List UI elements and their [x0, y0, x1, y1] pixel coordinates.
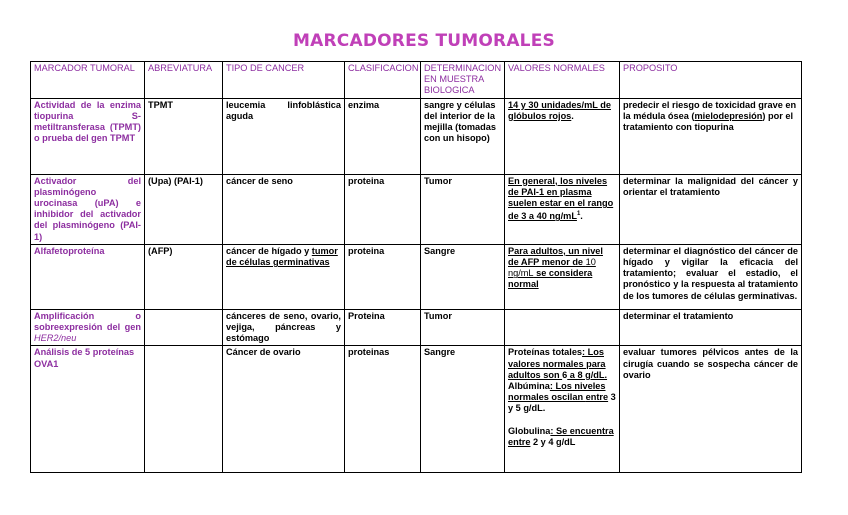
cell-valores	[505, 174, 620, 244]
header-clasificacion: CLASIFICACION	[345, 62, 421, 99]
cell-clasificacion: proteina	[345, 244, 421, 309]
valores-end: .	[571, 110, 574, 121]
header-muestra: DETERMINACION EN MUESTRA BIOLOGICA	[421, 62, 505, 99]
proteinas-totales-value: 6	[562, 369, 568, 380]
cell-abreviatura	[145, 346, 223, 473]
proteinas-totales-range: a 8 g/dL.	[567, 369, 608, 380]
cell-valores	[505, 346, 620, 473]
proposito-text-end: ) por el tratamiento con tiopurina	[623, 110, 794, 133]
proteinas-totales-text: : Los valores normales para adultos son	[508, 347, 606, 380]
valores-text: Para adultos, un nivel de AFP menor de	[508, 245, 603, 268]
valores-end: .	[580, 211, 583, 222]
header-tipo: TIPO DE CANCER	[223, 62, 345, 99]
table-row	[31, 174, 802, 244]
cell-muestra: Tumor	[421, 309, 505, 346]
gene-name: HER2/neu	[34, 333, 77, 344]
spacer	[508, 415, 616, 426]
table-row	[31, 98, 802, 174]
valores-text: En general, los niveles de PAI-1 en plasma suelen estar en el rango de 3 a 40 ng/mL	[508, 175, 614, 222]
albumina-label: Albúmina	[508, 381, 550, 392]
cell-proposito: evaluar tumores pélvicos antes de la cirugía cuando se sospecha cáncer de ovario	[620, 346, 802, 473]
cell-muestra: Sangre	[421, 244, 505, 309]
valores-text-end: se considera normal	[508, 268, 593, 290]
table-row	[31, 309, 802, 346]
cell-clasificacion: Proteina	[345, 309, 421, 346]
cell-abreviatura: (Upa) (PAI-1)	[145, 174, 223, 244]
albumina-range: 3 y 5 g/dL.	[508, 392, 616, 414]
mielodepresion-link[interactable]: mielodepresión	[694, 110, 763, 121]
table-row	[31, 244, 802, 309]
cell-tipo: leucemia linfoblástica aguda	[223, 98, 345, 174]
cell-muestra: Tumor	[421, 174, 505, 244]
cell-marcador: Actividad de la enzima tiopurina S-metiltransferasa (TPMT) o prueba del gen TPMT	[31, 98, 145, 174]
globulina-text: : Se encuentra entre	[508, 425, 614, 447]
header-marcador: MARCADOR TUMORAL	[31, 62, 145, 99]
cell-proposito: determinar el tratamiento	[620, 309, 802, 346]
cell-abreviatura: TPMT	[145, 98, 223, 174]
cell-marcador: Alfafetoproteína	[31, 244, 145, 309]
cell-tipo: Cáncer de ovario	[223, 346, 345, 473]
tumor-markers-table	[30, 61, 802, 473]
cell-marcador: Análisis de 5 proteínas OVA1	[31, 346, 145, 473]
cell-abreviatura: (AFP)	[145, 244, 223, 309]
cell-abreviatura	[145, 309, 223, 346]
header-proposito: PROPOSITO	[620, 62, 802, 99]
cell-proposito	[620, 98, 802, 174]
cell-clasificacion: enzima	[345, 98, 421, 174]
cell-marcador: Activador del plasminógeno urocinasa (uPA) e inhibidor del activador del plasminógeno (PAI-1)	[31, 174, 145, 244]
page-title: MARCADORES TUMORALES	[293, 31, 555, 51]
footnote-mark: 1	[576, 211, 581, 218]
marcador-text: Amplificación o sobreexpresión del gen	[34, 310, 141, 333]
cell-muestra: Sangre	[421, 346, 505, 473]
header-valores: VALORES NORMALES	[505, 62, 620, 99]
cell-tipo: cáncer de seno	[223, 174, 345, 244]
cell-tipo	[223, 244, 345, 309]
cell-tipo: cánceres de seno, ovario, vejiga, páncreas y estómago	[223, 309, 345, 346]
header-abreviatura: ABREVIATURA	[145, 62, 223, 99]
proteinas-totales-label: Proteínas totales	[508, 347, 583, 358]
table-row	[31, 346, 802, 473]
globulina-label: Globulina	[508, 425, 551, 436]
albumina-text: : Los niveles normales oscilan	[508, 381, 606, 403]
cell-valores	[505, 309, 620, 346]
valores-value: 10 ng/mL	[508, 257, 596, 279]
tumor-germinativas-link[interactable]: tumor de células germinativas	[226, 245, 338, 268]
valores-text: 14 y 30 unidades/mL de glóbulos rojos	[508, 99, 611, 121]
proposito-text: predecir el riesgo de toxicidad grave en la médula ósea (	[623, 99, 797, 121]
globulina-range: 2 y 4 g/dL	[530, 436, 576, 447]
cell-clasificacion: proteina	[345, 174, 421, 244]
cell-muestra: sangre y células del interior de la mejilla (tomadas con un hisopo)	[421, 98, 505, 174]
cell-proposito: determinar la malignidad del cáncer y orientar el tratamiento	[620, 174, 802, 244]
cell-proposito: determinar el diagnóstico del cáncer de hígado y vigilar la eficacia del tratamiento; evaluar el estadio, el pronóstico y la respuesta al tratamiento de los tumores de células germinativas.	[620, 244, 802, 309]
cell-clasificacion: proteinas	[345, 346, 421, 473]
cell-marcador	[31, 309, 145, 346]
cell-valores	[505, 244, 620, 309]
tipo-text: cáncer de hígado y	[226, 245, 312, 256]
table-header-row	[31, 62, 802, 99]
cell-valores	[505, 98, 620, 174]
albumina-between: entre	[585, 392, 609, 403]
